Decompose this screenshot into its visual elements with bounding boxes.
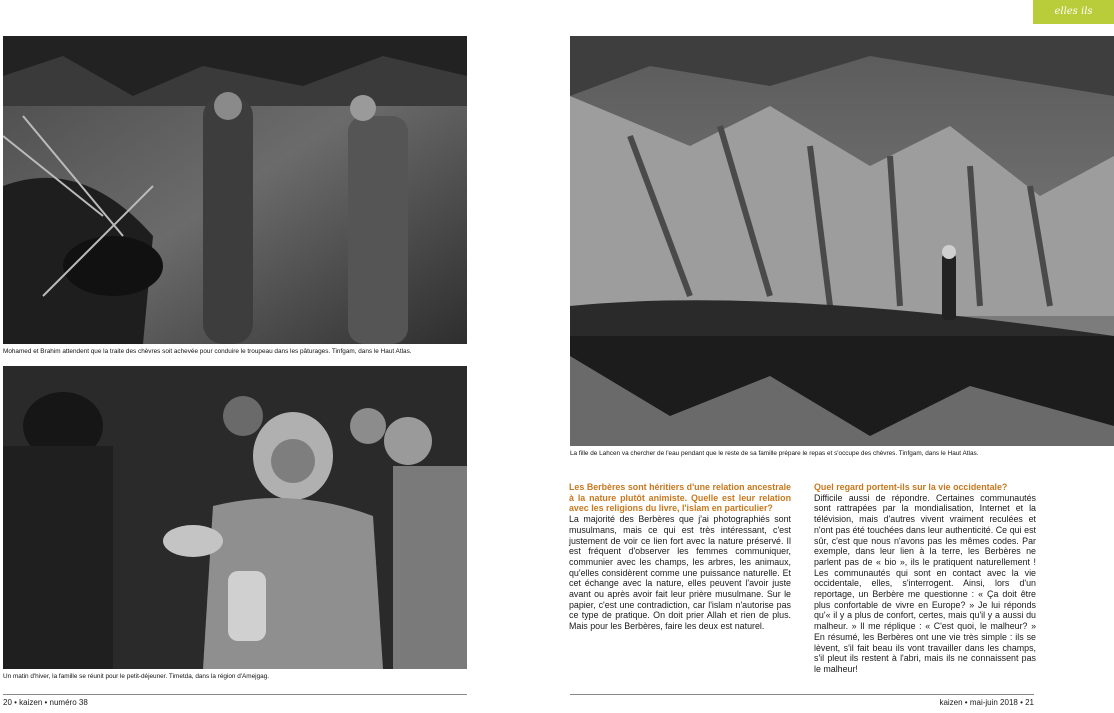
photo-family — [3, 366, 467, 669]
photo-mountain-caption: La fille de Lahcen va chercher de l'eau pendant que le reste de sa famille prépare le repas et s'occupe des chèvres. Tinfgam, dans le Haut Atlas. — [570, 450, 979, 457]
photo-goats-image — [3, 36, 467, 344]
folio-left: 20 • kaizen • numéro 38 — [3, 698, 88, 707]
photo-goats — [3, 36, 467, 344]
folio-right: kaizen • mai-juin 2018 • 21 — [939, 698, 1034, 707]
photo-family-caption: Un matin d'hiver, la famille se réunit pour le petit-déjeuner. Timetda, dans la région d'Amejgag. — [3, 673, 270, 680]
footer-rule-right — [570, 694, 1034, 695]
article-question-1: Les Berbères sont héritiers d'une relation ancestrale à la nature plutôt animiste. Quelle est leur relation avec les religions du livre, l'islam en particulier? — [569, 482, 791, 514]
photo-family-image — [3, 366, 467, 669]
article-body-1: La majorité des Berbères que j'ai photographiés sont musulmans, mais ce qui est très intéressant, c'est justement de voir ce lien fort avec la nature préservé. Il est fréquent d'observer les femmes communiquer, communier avec les champs, les arbres, les animaux, qu'elles considèrent comme une puissance naturelle. Et cet échange avec la nature, elles peuvent l'avoir juste avant ou après avoir fait leur prière musulmane. Sur le papier, c'est une contradiction, car l'islam n'autorise pas ce type de pratique. On doit prier Allah et rien de plus. Mais pour les Berbères, faire les deux est naturel. — [569, 514, 791, 632]
article-column-2 — [814, 482, 1036, 675]
photo-goats-caption: Mohamed et Brahim attendent que la traite des chèvres soit achevée pour conduire le troupeau dans les pâturages. Tinfgam, dans le Haut Atlas. — [3, 348, 412, 355]
article-column-1 — [569, 482, 791, 632]
article-body-2: Difficile aussi de répondre. Certaines communautés sont rattrapées par la mondialisation, Internet et la télévision, mais d'autres vivent vraiment reculées et n'ont pas été touchées dans leur authenticité. Ce qui est sûr, c'est que nous n'avons pas les mêmes codes. Par exemple, dans leur lien à la terre, les Berbères ne parlent pas de « bio », ils le pratiquent naturellement ! Les communautés qui sont en contact avec la vie occidentale, elles, s'interrogent. Ainsi, lors d'un reportage, un Berbère me questionne : « Ça doit être plus confortable de vivre en Europe? » Je lui réponds qu'« il y a plus de confort, certes, mais qu'il y a aussi du malheur. » Il me réplique : « C'est quoi, le malheur? » En résumé, les Berbères ont une vie très simple : ils se lèvent, s'il fait beau ils vont travailler dans les champs, s'il pleut ils restent à l'abri, mais ils ne connaissent pas le malheur! — [814, 492, 1036, 674]
section-tag: elles ils — [1033, 0, 1114, 24]
article-question-2: Quel regard portent-ils sur la vie occidentale? — [814, 482, 1008, 492]
footer-rule-left — [3, 694, 467, 695]
photo-mountain — [570, 36, 1114, 446]
photo-mountain-image — [570, 36, 1114, 446]
